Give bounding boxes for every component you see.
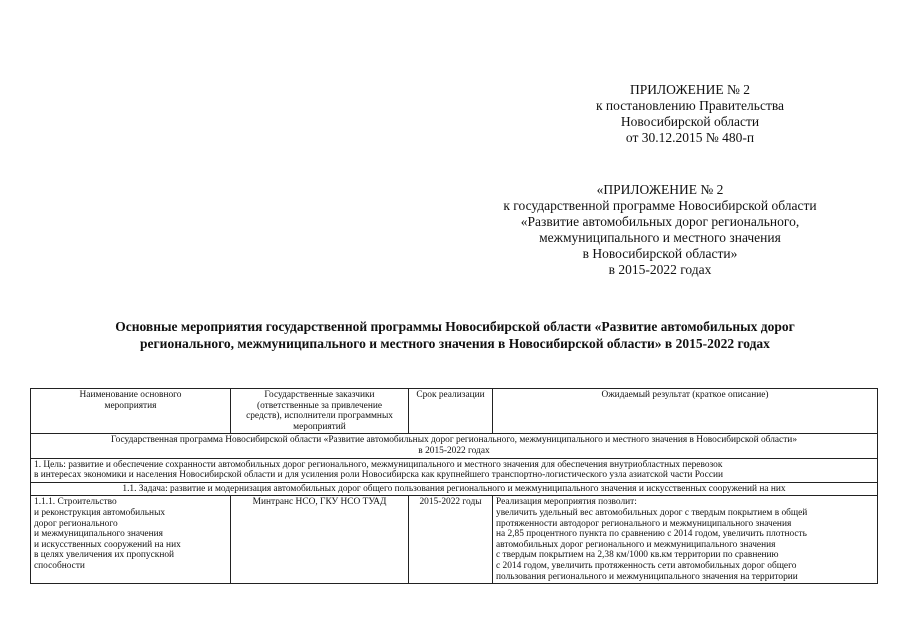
task-row: [31, 482, 878, 496]
result-line: с 2014 годом, увеличить протяженность сети автомобильных дорог общего: [496, 560, 797, 571]
decree-appendix-line: к постановлению Правительства: [595, 98, 785, 113]
result-line: на 2,85 процентного пункта по сравнению с 2014 годом, увеличить плотность: [496, 529, 807, 540]
decree-appendix-line: от 30.12.2015 № 480-п: [625, 130, 755, 145]
task-row-cell: 1.1. Задача: развитие и модернизация автомобильных дорог общего пользования регионального и межмуниципального значения и искусственных сооружений на них: [31, 482, 878, 496]
table-row: [31, 496, 878, 584]
decree-appendix-block: [560, 82, 820, 146]
program-row-cell: Государственная программа Новосибирской области «Развитие автомобильных дорог регионального, межмуниципального и местного значения в Новосибирской области» в 2015-2022 годах: [31, 434, 878, 458]
customers-cell: Минтранс НСО, ГКУ НСО ТУАД: [231, 496, 409, 584]
header-customers: Государственные заказчики (ответственные за привлечение средств), исполнители программных мероприятий: [231, 389, 409, 434]
document-title-line: Основные мероприятия государственной программы Новосибирской области «Развитие автомобильных дорог: [115, 319, 795, 334]
decree-appendix-line: ПРИЛОЖЕНИЕ № 2: [629, 82, 751, 97]
program-appendix-line: межмуниципального и местного значения: [539, 230, 781, 245]
decree-appendix-line: Новосибирской области: [620, 114, 760, 129]
result-line: Реализация мероприятия позволит:: [496, 497, 637, 508]
table-header-row: [31, 389, 878, 434]
document-title: [40, 318, 870, 352]
result-line: автомобильных дорог регионального и межмуниципального значения: [496, 539, 776, 550]
result-line: протяженности автодорог регионального и межмуниципального значения: [496, 518, 792, 529]
program-appendix-line: в 2015-2022 годах: [608, 262, 712, 277]
program-appendix-line: в Новосибирской области»: [582, 246, 738, 261]
header-expected-result: Ожидаемый результат (краткое описание): [493, 389, 878, 434]
measures-table: [30, 388, 878, 584]
goal-row: [31, 458, 878, 482]
header-period: Срок реализации: [409, 389, 493, 434]
document-title-line: регионального, межмуниципального и местного значения в Новосибирской области» в 2015-2022 годах: [140, 336, 770, 351]
result-line: увеличить удельный вес автомобильных дорог с твердым покрытием в общей: [496, 507, 808, 518]
goal-row-cell: 1. Цель: развитие и обеспечение сохранности автомобильных дорог регионального, межмуниципального и местного значения для обеспечения внутриобластных перевозок в интересах экономики и населения Новосибирской области и для усиления роли Новосибирска как крупнейшего транспортно-логистического узла азиатской части России: [31, 458, 878, 482]
period-cell: 2015-2022 годы: [409, 496, 493, 584]
header-measure-name: Наименование основного мероприятия: [31, 389, 231, 434]
expected-result-cell: [493, 496, 878, 584]
program-row: [31, 434, 878, 458]
program-appendix-line: «Развитие автомобильных дорог регионального,: [520, 214, 800, 229]
result-line: пользования регионального и межмуниципального значения на территории: [496, 571, 798, 582]
program-appendix-line: к государственной программе Новосибирской области: [503, 198, 817, 213]
program-appendix-block: [455, 182, 865, 278]
program-appendix-line: «ПРИЛОЖЕНИЕ № 2: [596, 182, 724, 197]
measure-name-cell: 1.1.1. Строительство и реконструкция автомобильных дорог регионального и межмуниципального значения и искусственных сооружений на них в целях увеличения их пропускной способности: [31, 496, 231, 584]
result-line: с твердым покрытием на 2,38 км/1000 кв.км территории по сравнению: [496, 550, 779, 561]
